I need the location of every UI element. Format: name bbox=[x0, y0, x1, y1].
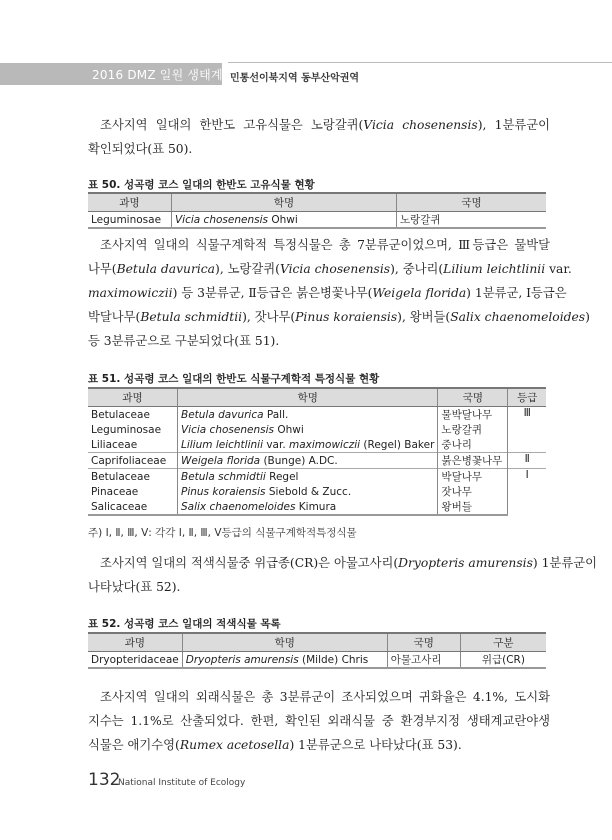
paragraph-line bbox=[88, 113, 550, 137]
col-header: 구분 bbox=[460, 633, 546, 652]
family-cell: Leguminosae bbox=[88, 212, 172, 229]
table-50-title: 표 50. 성곡령 코스 일대의 한반도 고유식물 현황 bbox=[88, 179, 315, 191]
table-row bbox=[88, 499, 546, 515]
korean-name-cell: 잣나무 bbox=[438, 484, 508, 499]
scientific-name-cell bbox=[172, 212, 397, 229]
author: Kimura bbox=[295, 500, 337, 513]
col-header: 국명 bbox=[438, 388, 508, 407]
table-51-title: 표 51. 성곡령 코스 일대의 한반도 식물구계학적 특정식물 현황 bbox=[88, 373, 380, 385]
korean-name-cell: 물박달나무 bbox=[438, 407, 508, 423]
family-cell: Betulaceae bbox=[91, 408, 150, 421]
text-segment: ), 잣나무( bbox=[242, 310, 296, 324]
table-row bbox=[88, 484, 546, 499]
header-rule bbox=[228, 62, 612, 63]
grade-cell: Ⅰ bbox=[508, 469, 546, 516]
paragraph bbox=[88, 233, 590, 353]
text-segment: ) 1분류군이 bbox=[532, 556, 597, 570]
table-52 bbox=[88, 632, 546, 669]
text-segment: 박달나무( bbox=[88, 310, 141, 324]
paragraph-line bbox=[88, 281, 567, 305]
grade-cell: Ⅱ bbox=[508, 453, 546, 469]
paragraph bbox=[88, 685, 550, 757]
sci-name: maximowiczii bbox=[289, 438, 361, 451]
author: Ohwi bbox=[273, 423, 304, 436]
col-header: 국명 bbox=[387, 633, 460, 652]
text-segment: ), 중나리( bbox=[390, 262, 444, 276]
text-segment: ), 왕버들( bbox=[397, 310, 451, 324]
text-segment: 등 3분류군으로 구분되었다(표 51). bbox=[88, 334, 280, 348]
family-cell: Pinaceae bbox=[91, 485, 139, 498]
table-52-title: 표 52. 성곡령 코스 일대의 적색식물 목록 bbox=[88, 618, 281, 630]
scientific-name: Weigela florida bbox=[372, 286, 467, 300]
author: (Milde) Chris bbox=[298, 653, 369, 666]
col-header: 학명 bbox=[172, 193, 397, 212]
paragraph-line bbox=[88, 305, 590, 329]
family-cell: Leguminosae bbox=[91, 423, 162, 436]
scientific-name-cell bbox=[178, 453, 438, 469]
sci-name: Betula davurica bbox=[181, 408, 264, 421]
scientific-name-cell bbox=[178, 422, 438, 437]
scientific-name-cell bbox=[178, 437, 438, 453]
text-segment: 나무( bbox=[88, 262, 117, 276]
family-cell: Dryopteridaceae bbox=[88, 652, 182, 669]
col-header: 학명 bbox=[182, 633, 387, 652]
category-cell: 위급(CR) bbox=[460, 652, 546, 669]
table-row bbox=[88, 453, 546, 469]
table-row bbox=[88, 212, 546, 229]
sci-name: Weigela florida bbox=[181, 454, 261, 467]
author: Siebold & Zucc. bbox=[265, 485, 352, 498]
col-header: 국명 bbox=[397, 193, 547, 212]
korean-name-cell: 노랑갈퀴 bbox=[438, 422, 508, 437]
korean-name-cell: 노랑갈퀴 bbox=[397, 212, 547, 229]
family-cell: Salicaceae bbox=[88, 499, 178, 515]
korean-name-cell: 박달나무 bbox=[438, 469, 508, 485]
scientific-name-cell bbox=[182, 652, 387, 669]
text-segment: 조사지역 일대의 한반도 고유식물은 노랑갈퀴( bbox=[100, 118, 364, 132]
author: var. bbox=[263, 438, 290, 451]
table-row bbox=[88, 652, 546, 669]
sci-name: Vicia chosenensis bbox=[181, 423, 274, 436]
scientific-name-cell bbox=[178, 407, 438, 423]
author: (Regel) Baker bbox=[360, 438, 435, 451]
page-number: 132 bbox=[88, 770, 121, 790]
table-50 bbox=[88, 192, 546, 229]
table-row bbox=[88, 407, 546, 423]
text-segment: 조사지역 일대의 식물구계학적 특정식물은 총 7분류군이었으며, Ⅲ등급은 물박달 bbox=[100, 238, 550, 252]
family-cell: Caprifoliaceae bbox=[88, 453, 178, 469]
author: (Bunge) A.DC. bbox=[260, 454, 338, 467]
section-title: 민통선이북지역 동부산악권역 bbox=[230, 73, 360, 84]
col-header: 등급 bbox=[508, 388, 546, 407]
text-segment: 조사지역 일대의 외래식물은 총 3분류군이 조사되었으며 귀화율은 4.1%, 도시화 bbox=[100, 690, 550, 704]
table-row bbox=[88, 422, 546, 437]
text-segment: 확인되었다(표 50). bbox=[88, 142, 193, 156]
sci-name: Vicia chosenensis bbox=[175, 213, 268, 226]
paragraph-line bbox=[88, 329, 550, 353]
korean-name-cell: 붉은병꽃나무 bbox=[438, 453, 508, 469]
author: Pall. bbox=[263, 408, 289, 421]
text-segment: var. bbox=[545, 262, 572, 276]
sci-name: Lilium leichtlinii bbox=[181, 438, 263, 451]
col-header: 과명 bbox=[88, 388, 178, 407]
scientific-name-cell bbox=[178, 484, 438, 499]
col-header: 과명 bbox=[88, 633, 182, 652]
korean-name-cell: 아물고사리 bbox=[387, 652, 460, 669]
paragraph-line bbox=[88, 575, 550, 599]
text-segment: 조사지역 일대의 적색식물중 위급종(CR)은 아물고사리( bbox=[100, 556, 399, 570]
family-cell: Liliaceae bbox=[91, 438, 138, 451]
text-segment: ) bbox=[585, 310, 590, 324]
paragraph bbox=[88, 113, 550, 161]
text-segment: 식물은 애기수영( bbox=[88, 738, 180, 752]
text-segment: ) 등 3분류군, Ⅱ등급은 붉은병꽃나무( bbox=[172, 286, 373, 300]
paragraph bbox=[88, 551, 597, 599]
text-segment: ) 1분류군으로 나타났다(표 53). bbox=[289, 738, 462, 752]
footer-institute: National Institute of Ecology bbox=[118, 778, 246, 788]
family-cell: Betulaceae bbox=[88, 469, 178, 485]
korean-name-cell: 중나리 bbox=[438, 437, 508, 453]
paragraph-line bbox=[88, 257, 572, 281]
paragraph-line bbox=[88, 709, 550, 733]
sci-name: Salix chaenomeloides bbox=[181, 500, 296, 513]
col-header: 학명 bbox=[178, 388, 438, 407]
paragraph-line bbox=[88, 137, 550, 161]
scientific-name-cell bbox=[178, 469, 438, 485]
scientific-name: Lilium leichtlinii bbox=[443, 262, 546, 276]
table-row bbox=[88, 469, 546, 485]
paragraph-line bbox=[88, 685, 550, 709]
table-51 bbox=[88, 387, 546, 516]
text-segment: ) 1분류군, Ⅰ등급은 bbox=[466, 286, 567, 300]
scientific-name: Pinus koraiensis bbox=[295, 310, 398, 324]
scientific-name: Betula davurica bbox=[116, 262, 216, 276]
text-segment: ), 1분류군이 bbox=[477, 118, 550, 132]
scientific-name: Dryopteris amurensis bbox=[398, 556, 533, 570]
col-header: 과명 bbox=[88, 193, 172, 212]
grade-cell: Ⅲ bbox=[508, 407, 546, 453]
text-segment: 나타났다(표 52). bbox=[88, 580, 181, 594]
scientific-name: Rumex acetosella bbox=[179, 738, 290, 752]
text-segment: 지수는 1.1%로 산출되었다. 한편, 확인된 외래식물 중 환경부지정 생태계교란야생 bbox=[88, 714, 550, 728]
table-row bbox=[88, 437, 546, 453]
sci-name: Dryopteris amurensis bbox=[185, 653, 299, 666]
scientific-name: Vicia chosenensis bbox=[363, 118, 478, 132]
sci-name: Betula schmidtii bbox=[181, 470, 266, 483]
korean-name-cell: 왕버들 bbox=[438, 499, 508, 515]
table-note: 주) Ⅰ, Ⅱ, Ⅲ, Ⅴ: 각각 Ⅰ, Ⅱ, Ⅲ, Ⅴ등급의 식물구계학적특정식물 bbox=[88, 527, 357, 539]
scientific-name-cell bbox=[178, 499, 438, 515]
scientific-name: Vicia chosenensis bbox=[279, 262, 391, 276]
paragraph-line bbox=[88, 733, 550, 757]
paragraph-line bbox=[88, 233, 550, 257]
text-segment: ), 노랑갈퀴( bbox=[215, 262, 280, 276]
sci-name: Pinus koraiensis bbox=[181, 485, 266, 498]
author: Ohwi bbox=[267, 213, 298, 226]
scientific-name: maximowiczii bbox=[88, 286, 173, 300]
scientific-name: Salix chaenomeloides bbox=[450, 310, 586, 324]
scientific-name: Betula schmidtii bbox=[140, 310, 243, 324]
paragraph-line bbox=[88, 551, 597, 575]
report-title: 2016 DMZ 일원 생태계 조사 bbox=[92, 68, 251, 82]
author: Regel bbox=[265, 470, 299, 483]
